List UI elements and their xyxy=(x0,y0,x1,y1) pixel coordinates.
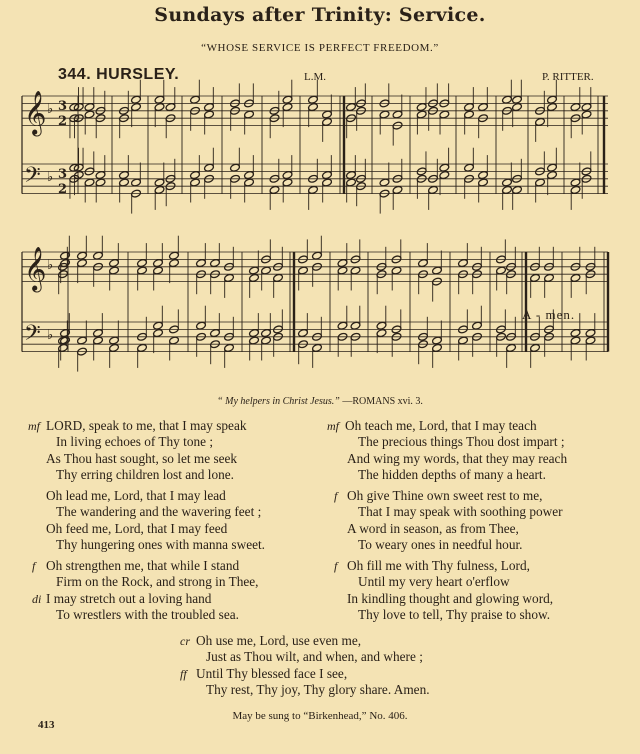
note-head xyxy=(261,329,272,338)
note-head xyxy=(506,343,517,352)
note-head xyxy=(308,103,319,112)
note-head xyxy=(169,259,180,268)
note-head xyxy=(458,259,469,268)
note-head xyxy=(535,117,546,126)
verse-line: In kindling thought and glowing word, xyxy=(347,590,554,606)
verse-line: Oh lead me, Lord, that I may lead xyxy=(46,488,226,503)
note-head xyxy=(244,110,255,119)
note-head xyxy=(190,95,201,104)
note-head xyxy=(84,103,95,112)
note-head xyxy=(432,266,443,275)
verse-line: To weary ones in needful hour. xyxy=(358,537,523,553)
dynamic-mark: f xyxy=(334,489,338,503)
dynamic-mark: f xyxy=(334,559,338,573)
note-head xyxy=(93,336,104,345)
note-head xyxy=(428,185,439,194)
note-head xyxy=(379,110,390,119)
note-head xyxy=(60,329,71,338)
page-number: 413 xyxy=(38,719,55,731)
amen-lyric: A - men. xyxy=(522,307,576,322)
verse-line: Thy hungering ones with manna sweet. xyxy=(56,537,266,553)
note-head xyxy=(109,259,120,268)
note-head xyxy=(337,266,348,275)
note-head xyxy=(249,266,260,275)
note-head xyxy=(432,343,443,352)
note-head xyxy=(547,171,558,180)
note-head xyxy=(478,171,489,180)
note-head xyxy=(153,259,164,268)
flat-icon: ♭ xyxy=(47,258,54,274)
note-head xyxy=(224,343,235,352)
note-head xyxy=(261,336,272,345)
verse-line: f Oh fill me with Thy fulness, Lord, xyxy=(334,558,530,573)
note-head xyxy=(337,259,348,268)
verse-5 xyxy=(334,488,563,554)
verse-line: Thy love to tell, Thy praise to show. xyxy=(358,607,551,623)
note-head xyxy=(322,117,333,126)
note-head xyxy=(570,336,581,345)
note-head xyxy=(312,343,323,352)
note-head xyxy=(502,185,513,194)
note-head xyxy=(502,178,513,187)
note-head xyxy=(346,171,357,180)
note-head xyxy=(547,95,558,104)
note-head xyxy=(496,266,507,275)
note-head xyxy=(244,178,255,187)
verse-4 xyxy=(327,418,567,484)
note-head xyxy=(93,251,104,260)
note-head xyxy=(322,178,333,187)
note-head xyxy=(570,103,581,112)
note-head xyxy=(190,178,201,187)
verse-line: And wing my words, that they may reach xyxy=(347,450,568,466)
note-head xyxy=(77,251,88,260)
verse-line: ff Until Thy blessed face I see, xyxy=(180,665,348,681)
verse-7 xyxy=(180,633,430,699)
time-signature-bottom: 2 xyxy=(58,181,68,197)
note-head xyxy=(119,171,130,180)
verse-line: The wandering and the wavering feet ; xyxy=(56,504,262,520)
note-head xyxy=(137,343,148,352)
note-head xyxy=(196,259,207,268)
note-head xyxy=(298,266,309,275)
note-head xyxy=(502,95,513,104)
verse-line: di I may stretch out a loving hand xyxy=(32,590,212,606)
note-head xyxy=(379,178,390,187)
note-head xyxy=(282,178,293,187)
note-head xyxy=(350,266,361,275)
note-head xyxy=(137,259,148,268)
note-head xyxy=(154,103,165,112)
scripture-citation: —ROMANS xvi. 3. xyxy=(342,396,423,407)
note-head xyxy=(204,163,215,172)
note-head xyxy=(58,343,69,352)
note-head xyxy=(432,336,443,345)
note-head xyxy=(282,103,293,112)
verse-3 xyxy=(32,558,259,624)
note-head xyxy=(204,103,215,112)
note-head xyxy=(249,336,260,345)
note-head xyxy=(249,329,260,338)
note-head xyxy=(346,178,357,187)
verse-line: In living echoes of Thy tone ; xyxy=(56,434,214,450)
note-head xyxy=(570,185,581,194)
note-head xyxy=(464,110,475,119)
dynamic-mark: mf xyxy=(28,419,40,433)
verse-line: The precious things Thou dost impart ; xyxy=(358,434,565,450)
note-head xyxy=(169,336,180,345)
time-signature-bottom: 2 xyxy=(58,113,68,129)
dynamic-mark: di xyxy=(32,591,42,606)
note-head xyxy=(337,321,348,330)
verse-line: Thy rest, Thy joy, Thy glory share. Amen. xyxy=(206,682,430,698)
treble-clef-icon: 𝄞 xyxy=(24,90,47,135)
note-head xyxy=(165,103,176,112)
note-head xyxy=(210,329,221,338)
note-head xyxy=(585,336,596,345)
dynamic-mark: mf xyxy=(327,419,339,433)
time-signature-top: 3 xyxy=(58,167,68,183)
note-head xyxy=(512,185,523,194)
note-head xyxy=(570,178,581,187)
note-head xyxy=(224,273,235,282)
dynamic-mark: cr xyxy=(180,634,190,648)
note-head xyxy=(308,185,319,194)
note-head xyxy=(581,103,592,112)
note-head xyxy=(154,178,165,187)
note-head xyxy=(535,178,546,187)
note-head xyxy=(204,110,215,119)
note-head xyxy=(585,329,596,338)
note-head xyxy=(530,343,541,352)
note-head xyxy=(244,171,255,180)
note-head xyxy=(77,259,88,268)
hymn-meter: L.M. xyxy=(304,71,326,83)
note-head xyxy=(416,110,427,119)
note-head xyxy=(547,163,558,172)
note-head xyxy=(312,251,323,260)
note-head xyxy=(273,273,284,282)
note-head xyxy=(249,273,260,282)
note-head xyxy=(282,95,293,104)
verse-line: cr Oh use me, Lord, use even me, xyxy=(180,633,362,648)
verse-line: As Thou hast sought, so let me seek xyxy=(46,450,238,466)
bass-clef-icon: 𝄢 xyxy=(24,163,41,194)
dynamic-mark: f xyxy=(32,559,36,573)
note-head xyxy=(346,103,357,112)
note-head xyxy=(464,163,475,172)
note-head xyxy=(109,343,120,352)
note-head xyxy=(109,266,120,275)
note-head xyxy=(154,95,165,104)
note-head xyxy=(581,110,592,119)
note-head xyxy=(530,273,541,282)
note-head xyxy=(84,110,95,119)
time-signature-top: 3 xyxy=(58,99,68,115)
verse-line: mf Oh teach me, Lord, that I may teach xyxy=(327,418,537,433)
composer: P. RITTER. xyxy=(542,71,594,83)
note-head xyxy=(478,103,489,112)
note-head xyxy=(282,171,293,180)
note-head xyxy=(478,178,489,187)
tune-name: HURSLEY. xyxy=(96,66,180,83)
note-head xyxy=(84,178,95,187)
footer-note: May be sung to “Birkenhead,” No. 406. xyxy=(232,710,408,722)
treble-clef-icon: 𝄞 xyxy=(24,246,47,291)
note-head xyxy=(95,171,106,180)
verse-line: The hidden depths of many a heart. xyxy=(358,467,546,483)
note-head xyxy=(376,329,387,338)
verse-1 xyxy=(28,418,247,484)
section-title: Sundays after Trinity: Service. xyxy=(154,4,486,26)
note-head xyxy=(570,329,581,338)
note-head xyxy=(418,259,429,268)
verse-line: To wrestlers with the troubled sea. xyxy=(56,607,239,623)
note-head xyxy=(153,321,164,330)
note-head xyxy=(308,95,319,104)
note-head xyxy=(137,266,148,275)
note-head xyxy=(93,329,104,338)
note-head xyxy=(298,329,309,338)
note-head xyxy=(458,336,469,345)
verse-line: A word in season, as from Thee, xyxy=(347,520,519,536)
hymn-number: 344. xyxy=(58,66,92,83)
scripture-quote: “ My helpers in Christ Jesus.” xyxy=(217,396,340,407)
note-head xyxy=(472,321,483,330)
note-head xyxy=(154,185,165,194)
flat-icon: ♭ xyxy=(47,328,54,344)
note-head xyxy=(210,259,221,268)
note-head xyxy=(392,185,403,194)
note-head xyxy=(439,171,450,180)
note-head xyxy=(544,273,555,282)
note-head xyxy=(153,329,164,338)
motto: “WHOSE SERVICE IS PERFECT FREEDOM.” xyxy=(201,42,439,54)
verse-line: Firm on the Rock, and strong in Thee, xyxy=(56,574,259,590)
verse-line: Until my very heart o'erflow xyxy=(358,574,510,590)
note-head xyxy=(77,336,88,345)
note-head xyxy=(190,171,201,180)
note-head xyxy=(131,95,142,104)
note-head xyxy=(119,178,130,187)
note-head xyxy=(512,103,523,112)
note-head xyxy=(439,163,450,172)
note-head xyxy=(196,321,207,330)
verse-line: mf LORD, speak to me, that I may speak xyxy=(28,418,247,433)
note-head xyxy=(392,110,403,119)
note-head xyxy=(95,178,106,187)
note-head xyxy=(439,110,450,119)
note-head xyxy=(464,103,475,112)
note-head xyxy=(60,251,71,260)
note-head xyxy=(512,95,523,104)
note-head xyxy=(169,251,180,260)
note-head xyxy=(391,266,402,275)
scripture-reference xyxy=(0,396,640,407)
note-head xyxy=(153,266,164,275)
verse-line: Just as Thou wilt, and when, and where ; xyxy=(206,649,423,665)
verse-2 xyxy=(46,488,265,554)
verse-6 xyxy=(334,558,553,624)
note-head xyxy=(109,336,120,345)
verse-line: f Oh give Thine own sweet rest to me, xyxy=(334,488,543,503)
note-head xyxy=(376,321,387,330)
flat-icon: ♭ xyxy=(47,102,54,118)
note-head xyxy=(131,178,142,187)
verse-line: Thy erring children lost and lone. xyxy=(56,467,234,483)
flat-icon: ♭ xyxy=(47,170,54,186)
note-head xyxy=(131,103,142,112)
verse-line: That I may speak with soothing power xyxy=(358,504,563,520)
verse-line: f Oh strengthen me, that while I stand xyxy=(32,558,240,573)
note-head xyxy=(350,321,361,330)
dynamic-mark: ff xyxy=(180,666,187,681)
note-head xyxy=(269,185,280,194)
note-head xyxy=(322,110,333,119)
verse-line: Oh feed me, Lord, that I may feed xyxy=(46,520,228,536)
note-head xyxy=(261,266,272,275)
note-head xyxy=(547,103,558,112)
note-head xyxy=(322,171,333,180)
note-head xyxy=(416,103,427,112)
bass-clef-icon: 𝄢 xyxy=(24,321,41,352)
note-head xyxy=(570,273,581,282)
note-head xyxy=(230,163,241,172)
